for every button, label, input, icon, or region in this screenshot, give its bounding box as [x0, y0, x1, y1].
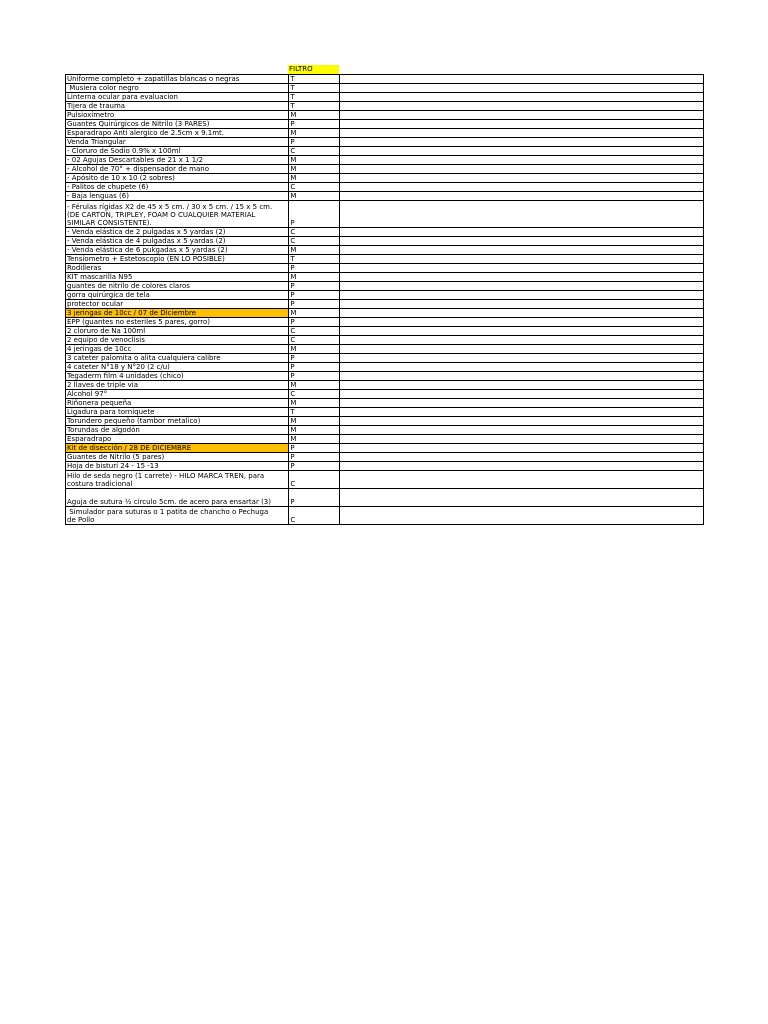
item-cell[interactable]: Uniforme completo + zapatillas blancas o negras	[66, 75, 289, 84]
filter-code-cell[interactable]: C	[289, 471, 340, 489]
table-row	[66, 282, 704, 291]
empty-cell[interactable]	[340, 372, 704, 381]
table-row	[66, 372, 704, 381]
filter-code-cell[interactable]: P	[289, 120, 340, 129]
table-row	[66, 327, 704, 336]
empty-cell[interactable]	[340, 237, 704, 246]
item-cell[interactable]: Torundas de algodón	[66, 426, 289, 435]
header-row	[65, 65, 704, 74]
item-cell[interactable]: - Alcohol de 70° + dispensador de mano	[66, 165, 289, 174]
item-cell[interactable]: 2 llaves de triple via	[66, 381, 289, 390]
empty-cell[interactable]	[340, 390, 704, 399]
table-row	[66, 111, 704, 120]
filter-code-cell[interactable]: T	[289, 84, 340, 93]
item-cell[interactable]: Alcohol 97°	[66, 390, 289, 399]
filter-code-cell[interactable]: T	[289, 102, 340, 111]
filter-code-cell[interactable]: C	[289, 147, 340, 156]
item-cell[interactable]: Torundero pequeño (tambor metalico)	[66, 417, 289, 426]
empty-cell[interactable]	[340, 84, 704, 93]
supply-table	[65, 74, 704, 525]
table-row	[66, 237, 704, 246]
item-cell[interactable]: Guantes de Nitrilo (5 pares)	[66, 453, 289, 462]
table-row	[66, 75, 704, 84]
empty-cell[interactable]	[340, 183, 704, 192]
table-row	[66, 192, 704, 201]
item-cell[interactable]: Riñonera pequeña	[66, 399, 289, 408]
item-cell[interactable]: Hoja de bisturí 24 - 15 -13	[66, 462, 289, 471]
filter-code-cell[interactable]: C	[289, 390, 340, 399]
empty-cell[interactable]	[340, 255, 704, 264]
table-row	[66, 426, 704, 435]
filter-code-cell[interactable]: C	[289, 228, 340, 237]
empty-cell[interactable]	[340, 327, 704, 336]
empty-cell[interactable]	[340, 300, 704, 309]
item-cell[interactable]: Pulsioxímetro	[66, 111, 289, 120]
item-cell[interactable]: 4 jeringas de 10cc	[66, 345, 289, 354]
table-row	[66, 309, 704, 318]
table-row	[66, 273, 704, 282]
filter-code-cell[interactable]: P	[289, 300, 340, 309]
filter-code-cell[interactable]: M	[289, 174, 340, 183]
empty-cell[interactable]	[340, 345, 704, 354]
filter-code-cell[interactable]: C	[289, 507, 340, 525]
table-row	[66, 174, 704, 183]
table-row	[66, 381, 704, 390]
filter-code-cell[interactable]: P	[289, 201, 340, 228]
filter-code-cell[interactable]: P	[289, 354, 340, 363]
empty-cell[interactable]	[340, 417, 704, 426]
filter-code-cell[interactable]: M	[289, 165, 340, 174]
item-cell[interactable]: Tegaderm film 4 unidades (chico)	[66, 372, 289, 381]
table-row	[66, 435, 704, 444]
table-row	[66, 354, 704, 363]
filter-code-cell[interactable]: T	[289, 93, 340, 102]
item-cell[interactable]: - Venda elástica de 6 pukgadas x 5 yardas (2)	[66, 246, 289, 255]
empty-cell[interactable]	[340, 129, 704, 138]
item-cell[interactable]: gorra quirúrgica de tela	[66, 291, 289, 300]
item-cell[interactable]: - Cloruro de Sodio 0.9% x 100ml	[66, 147, 289, 156]
table-row	[66, 165, 704, 174]
item-cell[interactable]: Tensiometro + Estetoscopio (EN LO POSIBLE)	[66, 255, 289, 264]
filter-code-cell[interactable]: M	[289, 156, 340, 165]
item-cell[interactable]: 2 equipo de venoclisis	[66, 336, 289, 345]
filter-code-cell[interactable]: C	[289, 336, 340, 345]
filter-code-cell[interactable]: P	[289, 264, 340, 273]
table-row	[66, 291, 704, 300]
filter-code-cell[interactable]: P	[289, 318, 340, 327]
filter-code-cell[interactable]: T	[289, 408, 340, 417]
filter-code-cell[interactable]: P	[289, 363, 340, 372]
table-row	[66, 300, 704, 309]
item-cell[interactable]: 2 cloruro de Na 100ml	[66, 327, 289, 336]
table-row	[66, 399, 704, 408]
empty-cell[interactable]	[340, 381, 704, 390]
item-cell[interactable]: Simulador para suturas o 1 patita de chancho o Pechuga de Pollo	[66, 507, 289, 525]
empty-cell[interactable]	[340, 453, 704, 462]
empty-cell[interactable]	[340, 228, 704, 237]
empty-cell[interactable]	[340, 507, 704, 525]
item-cell[interactable]: - Apósito de 10 x 10 (2 sobres)	[66, 174, 289, 183]
item-cell[interactable]: - Férulas rígidas X2 de 45 x 5 cm. / 30 x 5 cm. / 15 x 5 cm. (DE CARTON, TRIPLEY, FOAM O CUALQUIER MATERIAL SIMILAR CONSISTENTE).	[66, 201, 289, 228]
empty-cell[interactable]	[340, 147, 704, 156]
empty-cell[interactable]	[340, 291, 704, 300]
item-cell[interactable]: - Baja lenguas (6)	[66, 192, 289, 201]
filter-code-cell[interactable]: C	[289, 237, 340, 246]
filter-code-cell[interactable]: P	[289, 372, 340, 381]
item-cell[interactable]: Aguja de sutura ½ circulo 5cm. de acero para ensartar (3)	[66, 489, 289, 507]
filter-code-cell[interactable]: T	[289, 255, 340, 264]
table-row	[66, 183, 704, 192]
empty-cell[interactable]	[340, 354, 704, 363]
table-row	[66, 444, 704, 453]
empty-cell[interactable]	[340, 471, 704, 489]
table-row	[66, 318, 704, 327]
filter-code-cell[interactable]: P	[289, 138, 340, 147]
filter-code-cell[interactable]: P	[289, 489, 340, 507]
table-row	[66, 84, 704, 93]
empty-cell[interactable]	[340, 336, 704, 345]
item-cell[interactable]: protector ocular	[66, 300, 289, 309]
item-cell[interactable]: Musiera color negro	[66, 84, 289, 93]
item-cell[interactable]: guantes de nitrilo de colores claros	[66, 282, 289, 291]
filter-code-cell[interactable]: M	[289, 111, 340, 120]
table-row	[66, 120, 704, 129]
item-cell[interactable]: Venda Triangular	[66, 138, 289, 147]
table-row	[66, 246, 704, 255]
table-row	[66, 408, 704, 417]
filter-code-cell[interactable]: P	[289, 444, 340, 453]
item-cell[interactable]: Hilo de seda negro (1 carrete) - HILO MARCA TREN, para costura tradicional	[66, 471, 289, 489]
table-row	[66, 453, 704, 462]
table-row	[66, 138, 704, 147]
empty-cell[interactable]	[340, 408, 704, 417]
empty-cell[interactable]	[340, 75, 704, 84]
filter-code-cell[interactable]: M	[289, 417, 340, 426]
filter-code-cell[interactable]: M	[289, 309, 340, 318]
table-row	[66, 255, 704, 264]
empty-cell[interactable]	[340, 426, 704, 435]
item-cell[interactable]: KIT mascarilla N95	[66, 273, 289, 282]
empty-cell[interactable]	[340, 165, 704, 174]
item-cell[interactable]: - Palitos de chupete (6)	[66, 183, 289, 192]
filter-code-cell[interactable]: M	[289, 192, 340, 201]
table-row	[66, 363, 704, 372]
filter-code-cell[interactable]: C	[289, 183, 340, 192]
filter-code-cell[interactable]: M	[289, 399, 340, 408]
item-cell[interactable]: Rodilleras	[66, 264, 289, 273]
item-cell[interactable]: Tijera de trauma	[66, 102, 289, 111]
filter-code-cell[interactable]: C	[289, 327, 340, 336]
item-cell[interactable]: - Venda elástica de 4 pulgadas x 5 yardas (2)	[66, 237, 289, 246]
item-cell[interactable]: Ligadura para torniquete	[66, 408, 289, 417]
item-cell[interactable]: EPP (guantes no esteriles 5 pares, gorro)	[66, 318, 289, 327]
empty-cell[interactable]	[340, 282, 704, 291]
empty-cell[interactable]	[340, 246, 704, 255]
item-cell[interactable]: Linterna ocular para evaluacion	[66, 93, 289, 102]
empty-cell[interactable]	[340, 93, 704, 102]
table-row	[66, 201, 704, 228]
table-row	[66, 93, 704, 102]
table-row	[66, 147, 704, 156]
empty-cell[interactable]	[340, 201, 704, 228]
item-cell[interactable]: Guantes Quirúrgicos de Nitrilo (3 PARES)	[66, 120, 289, 129]
empty-cell[interactable]	[340, 192, 704, 201]
filter-code-cell[interactable]: P	[289, 453, 340, 462]
table-row	[66, 417, 704, 426]
table-row	[66, 264, 704, 273]
spreadsheet	[65, 65, 704, 525]
filter-code-cell[interactable]: M	[289, 273, 340, 282]
empty-cell[interactable]	[340, 174, 704, 183]
empty-cell[interactable]	[340, 156, 704, 165]
table-row	[66, 462, 704, 471]
empty-cell[interactable]	[340, 120, 704, 129]
empty-cell[interactable]	[340, 462, 704, 471]
table-row	[66, 489, 704, 507]
table-row	[66, 102, 704, 111]
item-cell[interactable]: Esparadrapo	[66, 435, 289, 444]
item-cell[interactable]: 3 cateter palomita o alita cualquiera calibre	[66, 354, 289, 363]
item-cell[interactable]: - Venda elástica de 2 pulgadas x 5 yardas (2)	[66, 228, 289, 237]
item-cell[interactable]: - 02 Agujas Descartables de 21 x 1 1/2	[66, 156, 289, 165]
table-row	[66, 345, 704, 354]
empty-cell[interactable]	[340, 435, 704, 444]
empty-cell[interactable]	[340, 363, 704, 372]
empty-cell[interactable]	[340, 444, 704, 453]
filter-code-cell[interactable]: M	[289, 426, 340, 435]
table-row	[66, 471, 704, 489]
table-row	[66, 507, 704, 525]
filter-code-cell[interactable]: P	[289, 291, 340, 300]
item-cell[interactable]: Esparadrapo Anti alergico de 2.5cm x 9.1mt.	[66, 129, 289, 138]
empty-cell[interactable]	[340, 102, 704, 111]
filter-code-cell[interactable]: T	[289, 75, 340, 84]
table-row	[66, 390, 704, 399]
empty-cell[interactable]	[340, 138, 704, 147]
table-row	[66, 156, 704, 165]
empty-cell[interactable]	[340, 111, 704, 120]
empty-cell[interactable]	[340, 264, 704, 273]
empty-cell[interactable]	[340, 318, 704, 327]
table-row	[66, 336, 704, 345]
filter-code-cell[interactable]: M	[289, 246, 340, 255]
filter-code-cell[interactable]: P	[289, 462, 340, 471]
empty-cell[interactable]	[340, 309, 704, 318]
empty-cell[interactable]	[340, 399, 704, 408]
filter-code-cell[interactable]: M	[289, 381, 340, 390]
filter-code-cell[interactable]: M	[289, 345, 340, 354]
filter-code-cell[interactable]: M	[289, 129, 340, 138]
filter-header-cell[interactable]: FILTRO	[288, 65, 339, 74]
item-cell[interactable]: 4 cateter N°18 y N°20 (2 c/u)	[66, 363, 289, 372]
item-cell[interactable]: 3 jeringas de 10cc / 07 de Diciembre	[66, 309, 289, 318]
table-row	[66, 228, 704, 237]
table-row	[66, 129, 704, 138]
filter-code-cell[interactable]: P	[289, 282, 340, 291]
empty-cell[interactable]	[340, 273, 704, 282]
item-cell[interactable]: Kit de disección / 28 DE DICIEMBRE	[66, 444, 289, 453]
filter-code-cell[interactable]: M	[289, 435, 340, 444]
empty-cell[interactable]	[340, 489, 704, 507]
